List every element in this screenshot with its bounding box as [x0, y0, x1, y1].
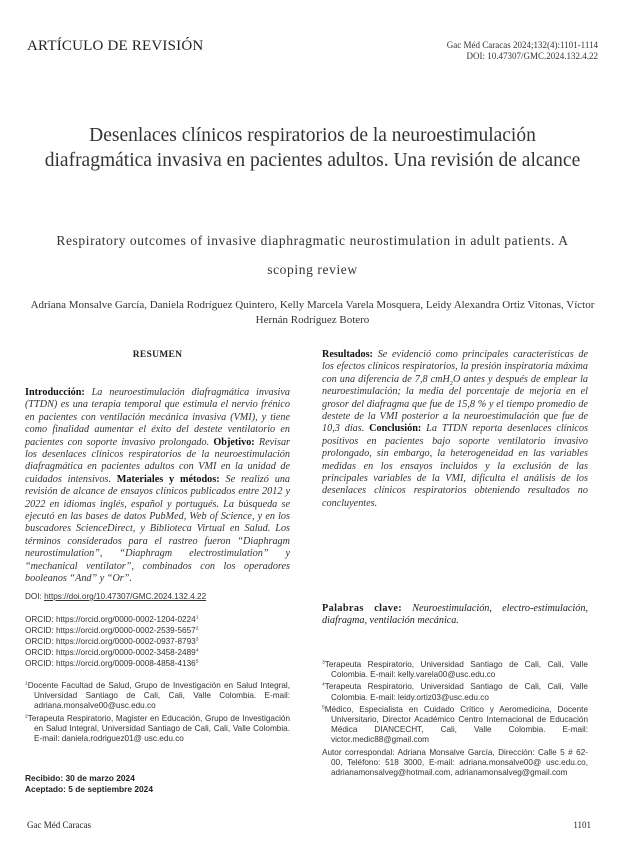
journal-citation-line: Gac Méd Caracas 2024;132(4):1101-1114	[446, 40, 598, 50]
orcid-link[interactable]: https://orcid.org/0000-0002-0937-8793	[55, 637, 196, 646]
affiliation-note: $^5$Médico, Especialista en Cuidado Crítico y Aeromedicina, Docente Universitario, Director Académico Centro Internacional de Educación Médica DIANCECHT, Cali, Valle Colombia. E-mail: victor.medic88@gmail.com	[322, 704, 588, 745]
results-text-b: O antes y después de emplear la neuroestimulación; la media del porcentaje de mejoría en el grosor del diafragma que fue de 15,8 % y el tiempo promedio de destete de la VMI posterior a la neuroestimulación que fue de 10,3 días.	[322, 373, 589, 435]
orcid-link[interactable]: https://orcid.org/0000-0002-2539-5657	[55, 626, 196, 635]
affiliations-right	[322, 660, 588, 780]
orcid-item: ORCID: https://orcid.org/0000-0002-1204-0224$^1$	[25, 615, 199, 624]
keywords-text: Neuroestimulación, electro-estimulación, diafragma, ventilación mecánica.	[322, 603, 589, 627]
author-list: Adriana Monsalve García, Daniela Rodríguez Quintero, Kelly Marcela Varela Mosquera, Leidy Alexandra Ortiz Vitonas, Víctor Hernán Rodríguez Botero	[30, 299, 595, 326]
footer-journal: Gac Méd Caracas	[27, 820, 91, 830]
article-title-es: Desenlaces clínicos respiratorios de la neuroestimulación diafragmática invasiva en pacientes adultos. Una revisión de alcance	[44, 125, 581, 171]
submission-dates	[25, 773, 153, 795]
orcid-item: ORCID: https://orcid.org/0000-0002-3458-2489$^4$	[25, 648, 199, 657]
received-date: Recibido: 30 de marzo 2024	[25, 773, 135, 783]
page-number: 1101	[573, 820, 591, 830]
orcid-link[interactable]: https://orcid.org/0000-0002-3458-2489	[55, 648, 196, 657]
affiliation-note: $^4$Terapeuta Respiratorio, Universidad Santiago de Cali, Cali, Valle Colombia. E-mail: leidy.ortiz03@usc.edu.co	[322, 682, 588, 702]
orcid-link[interactable]: https://orcid.org/0009-0008-4858-4136	[55, 659, 196, 668]
orcid-item: ORCID: https://orcid.org/0009-0008-4858-4136$^5$	[25, 659, 199, 668]
orcid-link[interactable]: https://orcid.org/0000-0002-1204-0224	[55, 615, 196, 624]
results-label: Resultados:	[322, 349, 373, 360]
objective-text: Revisar los desenlaces clínicos respiratorios de la neuroestimulación diafragmática en pacientes adultos con VMI en la unidad de cuidados intensivos.	[25, 436, 291, 485]
methods-label: Materiales y métodos:	[116, 473, 220, 485]
conclusion-label: Conclusión:	[369, 423, 422, 435]
intro-label: Introducción:	[25, 387, 85, 398]
methods-text: Se realizó una revisión de alcance de ensayos clínicos publicados entre 2012 y 2022 en idiomas inglés, español y portugués. La búsqueda se ejecutó en las bases de datos PubMed, Web of Science, y en los buscadores ScienceDirect, y Biblioteca Virtual en Salud. Los términos considerados para el rastreo fueron “Diaphragm neurostimulation”, “Diaphragm electrostimulation” y “mechanical ventilator”, combinados con los operadores booleanos “And” y “Or”.	[25, 473, 291, 585]
abstract-column-left	[25, 387, 290, 586]
affiliations-left	[25, 681, 290, 746]
objective-label: Objetivo:	[213, 436, 255, 448]
affiliation-note: $^1$Docente Facultad de Salud, Grupo de Investigación en Salud Integral, Universidad Santiago de Cali, Cali, Valle Colombia. E-mail: adriana.monsalve00@usc.edu.co	[25, 681, 290, 711]
affiliation-note: $^2$Terapeuta Respiratorio, Magister en Educación, Grupo de Investigación en Salud Integral, Universidad Santiago de Cali, Cali, Valle Colombia. E-mail: daniela.rodriguez01@ usc.edu.co	[25, 713, 290, 744]
doi-label: DOI:	[25, 592, 45, 601]
section-label: ARTÍCULO DE REVISIÓN	[27, 38, 204, 54]
abstract-heading: RESUMEN	[132, 350, 183, 360]
accepted-date: Aceptado: 5 de septiembre 2024	[25, 784, 154, 794]
article-title-en: Respiratory outcomes of invasive diaphragmatic neurostimulation in adult patients. A scoping review	[56, 233, 569, 277]
journal-doi-line: DOI: 10.47307/GMC.2024.132.4.22	[466, 51, 598, 61]
corresponding-author-note: Autor correspondal: Adriana Monsalve García, Dirección: Calle 5 # 62-00, Teléfono: 518 3000, E-mail: adriana.monsalve00@ usc.edu.co, adrianamonsalveg@hotmail.com, adrianamonsalveg@gmail.com	[322, 747, 588, 778]
doi-line	[25, 592, 206, 602]
abstract-column-right	[322, 349, 588, 510]
orcid-list	[25, 615, 198, 670]
journal-citation	[447, 40, 598, 62]
orcid-item: ORCID: https://orcid.org/0000-0002-0937-8793$^3$	[25, 637, 199, 646]
intro-text: La neuroestimulación diafragmática invasiva (TTDN) es una terapia temporal que estimula el nervio frénico en pacientes con ventilación mecánica invasiva (VMI), y tiene como finalidad aumentar el éxito del destete ventilatorio en pacientes con soporte invasivo prolongado.	[25, 387, 291, 448]
doi-link[interactable]: https://doi.org/10.47307/GMC.2024.132.4.22	[44, 592, 207, 601]
conclusion-text: La TTDN reporta desenlaces clínicos positivos en pacientes bajo soporte ventilatorio invasivo prolongado, sin embargo, la heterogeneidad en las variables medidas en los ensayos incluidos y la exclusión de las principales variables de la VMI, dificulta el análisis de los desenlaces clínicos respiratorios obteniendo resultados no concluyentes.	[322, 423, 589, 509]
affiliation-note: $^3$Terapeuta Respiratorio, Universidad Santiago de Cali, Cali, Valle Colombia. E-mail: kelly.varela00@usc.edu.co	[322, 660, 588, 680]
keywords	[322, 603, 588, 628]
results-text-a: Se evidenció como principales características de los efectos clínicos respiratorios, la presión inspiratoria máxima con una diferencia de 7,8 cmH	[322, 349, 589, 385]
results-subscript: 2	[449, 380, 453, 387]
orcid-item: ORCID: https://orcid.org/0000-0002-2539-5657$^2$	[25, 626, 199, 635]
keywords-label: Palabras clave:	[322, 603, 403, 614]
